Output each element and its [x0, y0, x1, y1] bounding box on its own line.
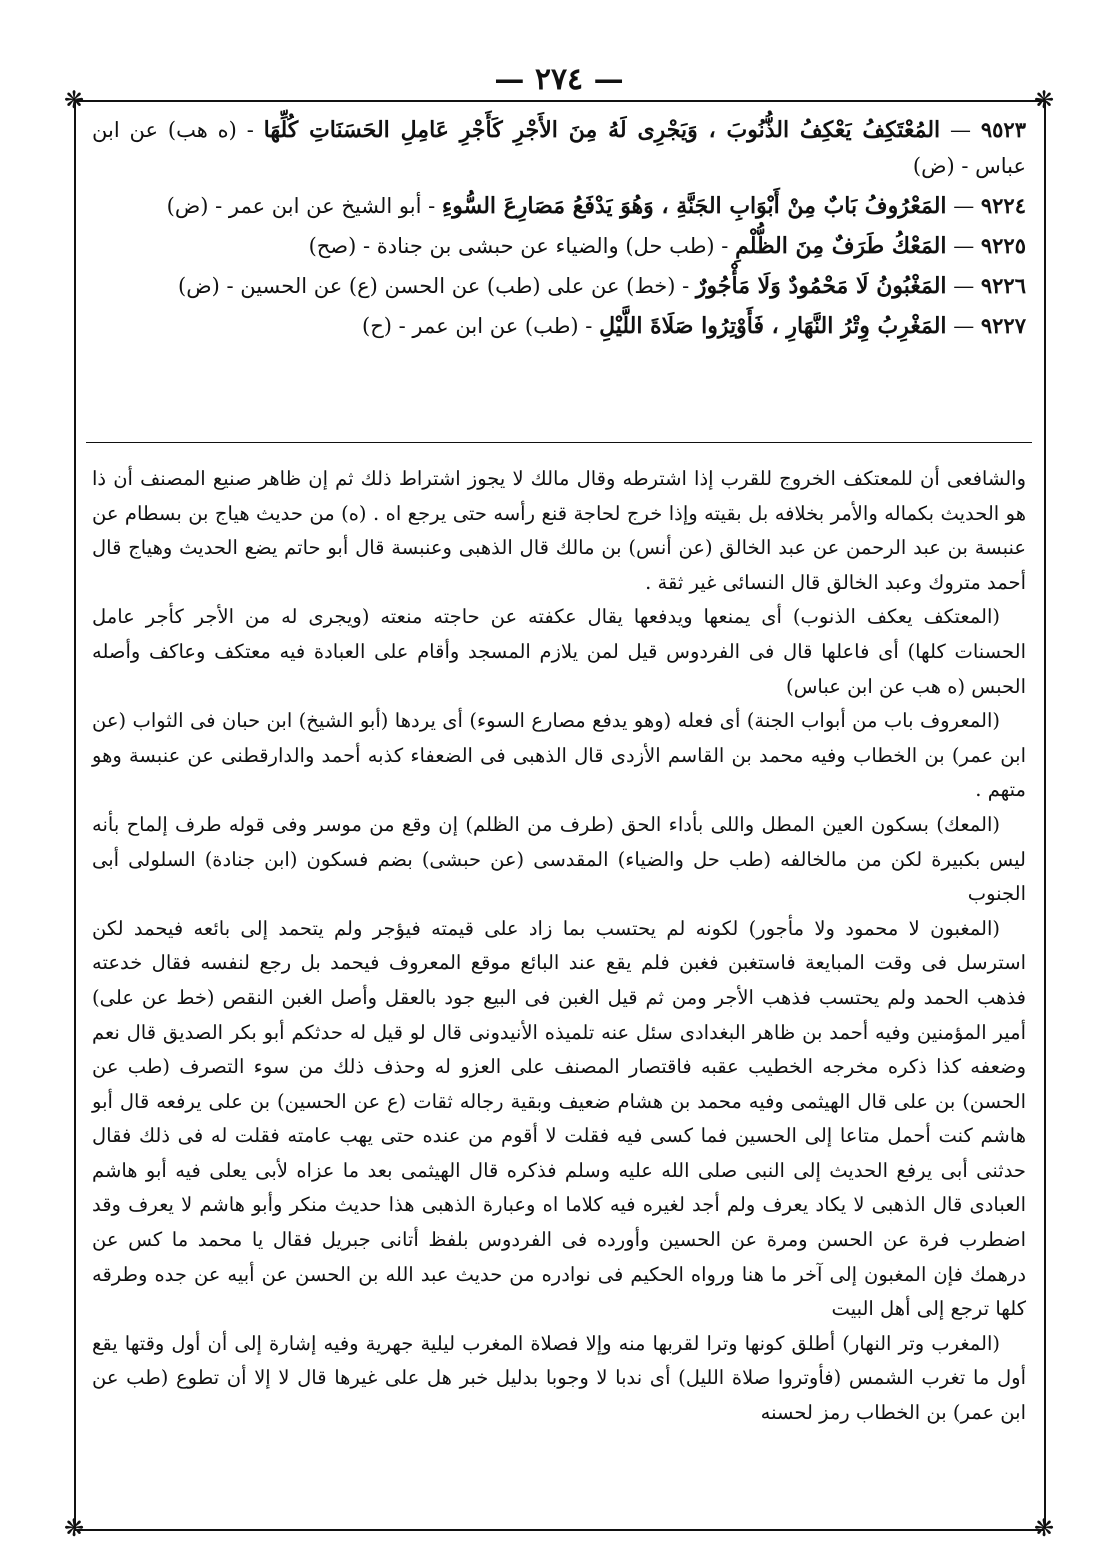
hadith-source: (خط) عن على (طب) عن الحسن (ع) عن الحسين - (ض) [178, 274, 676, 298]
corner-ornament-icon: ❋ [63, 1514, 85, 1542]
hadith-number: ٩٢٢٥ [980, 233, 1026, 258]
hadith-source: (طب) عن ابن عمر - (ح) [362, 314, 579, 338]
hadith-text: المَعْرُوفُ بَابٌ مِنْ أَبْوَابِ الجَنَّةِ ، وَهُوَ يَدْفَعُ مَصَارِعَ السُّوءِ [441, 193, 947, 219]
hadith-entry: ٩٢٢٦ — المَغْبُونُ لَا مَحْمُودٌ وَلَا مَأْجُورٌ - (خط) عن على (طب) عن الحسن (ع) عن الحسين - (ض) [178, 273, 1026, 299]
hadith-entry: ٩٢٢٥ — المَعْكُ طَرَفٌ مِنَ الظُّلْمِ - (طب حل) والضياء عن حبشى بن جنادة - (صح) [308, 233, 1026, 259]
hadith-number: ٩٥٢٣ [980, 117, 1026, 142]
section-divider [86, 442, 1032, 443]
commentary-paragraph: (المعتكف يعكف الذنوب) أى يمنعها ويدفعها يقال عكفته عن حاجته منعته (ويجرى له من الأجر كأجر عامل الحسنات كلها) أى فاعلها قال فى الفردوس قيل لمن يلازم المسجد وأقام على العبادة فيه معتكف وعاكف وأصله الحبس (ه هب عن ابن عباس) [92, 605, 1026, 698]
hadith-source: (ه هب) عن ابن عباس - (ض) [92, 118, 1026, 178]
frame-right-border [1044, 100, 1046, 1529]
corner-ornament-icon: ❋ [1033, 1514, 1055, 1542]
hadith-entry: ٩٢٢٧ — المَغْرِبُ وِتْرُ النَّهَارِ ، فَأَوْتِرُوا صَلَاةَ اللَّيْلِ - (طب) عن ابن عمر - (ح) [362, 313, 1026, 339]
commentary-paragraph: (المغرب وتر النهار) أطلق كونها وترا لقربها منه وإلا فصلاة المغرب ليلية جهرية وفيه إشارة إلى أن أول وقتها يقع أول ما تغرب الشمس (فأوتروا صلاة الليل) أى ندبا لا وجوبا بدليل خبر هل على غيرها قال لا إلا أن تطوع (طب عن ابن عمر) بن الخطاب رمز لحسنه [92, 1331, 1026, 1425]
hadith-number: ٩٢٢٦ [980, 273, 1026, 298]
commentary-paragraph: (المعك) بسكون العين المطل واللى بأداء الحق (طرف من الظلم) إن وقع من موسر وفى قوله طرف إلماح بأنه ليس بكبيرة لكن من مالخالفه (طب حل والضياء) المقدسى (عن حبشى) بضم فسكون (ابن جنادة) السلولى أبى الجنوب [92, 812, 1026, 906]
hadith-entry: ٩٥٢٣ — المُعْتَكِفُ يَعْكِفُ الذُّنُوبَ ، وَيَجْرِى لَهُ مِنَ الأَجْرِ كَأَجْرِ عَامِلِ الحَسَنَاتِ كُلِّهَا - (ه هب) عن ابن عباس - (ض) [92, 117, 1026, 178]
hadith-number: ٩٢٢٧ [980, 313, 1026, 338]
hadith-text: المَعْكُ طَرَفٌ مِنَ الظُّلْمِ [735, 233, 947, 259]
corner-ornament-icon: ❋ [1033, 86, 1055, 114]
commentary-paragraph: (المغبون لا محمود ولا مأجور) لكونه لم يحتسب بما زاد على قيمته فيؤجر ولم يتحمد إلى بائعه فيحمد لكن استرسل فى وقت المبايعة فاستغبن فغبن فلم يقع عند البائع موقع المعروف فيحمد بل رجع لنفسه فقال خدعته فذهب الحمد ولم يحتسب فذهب الأجر ومن ثم قيل الغبن فى البيع جود بالعقل وأصل الغبن النقص (خط عن على) أمير المؤمنين وفيه أحمد بن ظاهر البغدادى سئل عنه تلميذه الأنيدونى قال لو قيل له حدثكم أبو بكر الصديق قال نعم وضعفه كذا ذكره مخرجه الخطيب عقبه فاقتصار المصنف على العزو له وحذف ذلك من سوء التصرف (طب عن الحسن) بن على قال الهيثمى وفيه محمد بن هشام ضعيف وبقية رجاله ثقات (ع عن الحسين) بن على يرفعه قال أبو هاشم كنت أحمل متاعا إلى الحسين فما كسى فيه فقلت لا أقوم من عنده حتى يهب عامته فقلت له فى ذلك فقال حدثنى أبى يرفع الحديث إلى النبى صلى الله عليه وسلم فذكره قال الهيثمى بعد ما عزاه لأبى يعلى فيه أبو هاشم العبادى قال الذهبى لا يكاد يعرف ولم أجد لغيره فيه كلاما اه وعبارة الذهبى هذا حديث منكر وأبو هاشم لا يعرف وقد اضطرب فرة عن الحسن ومرة عن الحسين وأورده فى الفردوس بلفظ أتانى جبريل فقال يا محمد ما كس عن درهمك فإن المغبون إلى آخر ما هنا ورواه الحكيم فى نوادره من حديث عبد الله بن الحسن عن أبيه عن جده وطرقه كلها ترجع إلى أهل البيت [92, 916, 1026, 1321]
hadith-source: أبو الشيخ عن ابن عمر - (ض) [166, 194, 422, 218]
commentary-section [92, 462, 1026, 1431]
page-number: — ٢٧٤ — [494, 62, 624, 97]
hadith-text: المَغْبُونُ لَا مَحْمُودٌ وَلَا مَأْجُورٌ [695, 273, 947, 299]
hadith-source: (طب حل) والضياء عن حبشى بن جنادة - (صح) [308, 234, 715, 258]
corner-ornament-icon: ❋ [63, 86, 85, 114]
hadith-entry: ٩٢٢٤ — المَعْرُوفُ بَابٌ مِنْ أَبْوَابِ الجَنَّةِ ، وَهُوَ يَدْفَعُ مَصَارِعَ السُّوءِ - أبو الشيخ عن ابن عمر - (ض) [166, 193, 1026, 219]
frame-left-border [74, 100, 76, 1529]
hadith-text: المُعْتَكِفُ يَعْكِفُ الذُّنُوبَ ، وَيَجْرِى لَهُ مِنَ الأَجْرِ كَأَجْرِ عَامِلِ الحَسَنَاتِ كُلِّهَا [263, 117, 941, 143]
commentary-paragraph: (المعروف باب من أبواب الجنة) أى فعله (وهو يدفع مصارع السوء) أى يردها (أبو الشيخ) ابن حبان فى الثواب (عن ابن عمر) بن الخطاب وفيه محمد بن القاسم الأزدى قال الذهبى فى الضعفاء كذبه أحمد والدارقطنى عن عنبسة وهو متهم . [92, 709, 1026, 802]
commentary-paragraph: والشافعى أن للمعتكف الخروج للقرب إذا اشترطه وقال مالك لا يجوز اشتراط ذلك ثم إن ظاهر صنيع المصنف أن ذا هو الحديث بكماله والأمر بخلافه بل بقيته وإذا خرج لحاجة قنع رأسه حتى يرجع اه . (ه) من حديث هياج بن بسطام عن عنبسة بن عبد الرحمن عن عبد الخالق (عن أنس) بن مالك قال الذهبى وعنبسة قال أبو حاتم يضع الحديث وهياج قال أحمد متروك وعبد الخالق قال النسائى غير ثقة . [92, 467, 1026, 594]
hadith-number: ٩٢٢٤ [980, 193, 1026, 218]
hadith-text: المَغْرِبُ وِتْرُ النَّهَارِ ، فَأَوْتِرُوا صَلَاةَ اللَّيْلِ [599, 313, 947, 339]
hadith-list [92, 112, 1026, 348]
